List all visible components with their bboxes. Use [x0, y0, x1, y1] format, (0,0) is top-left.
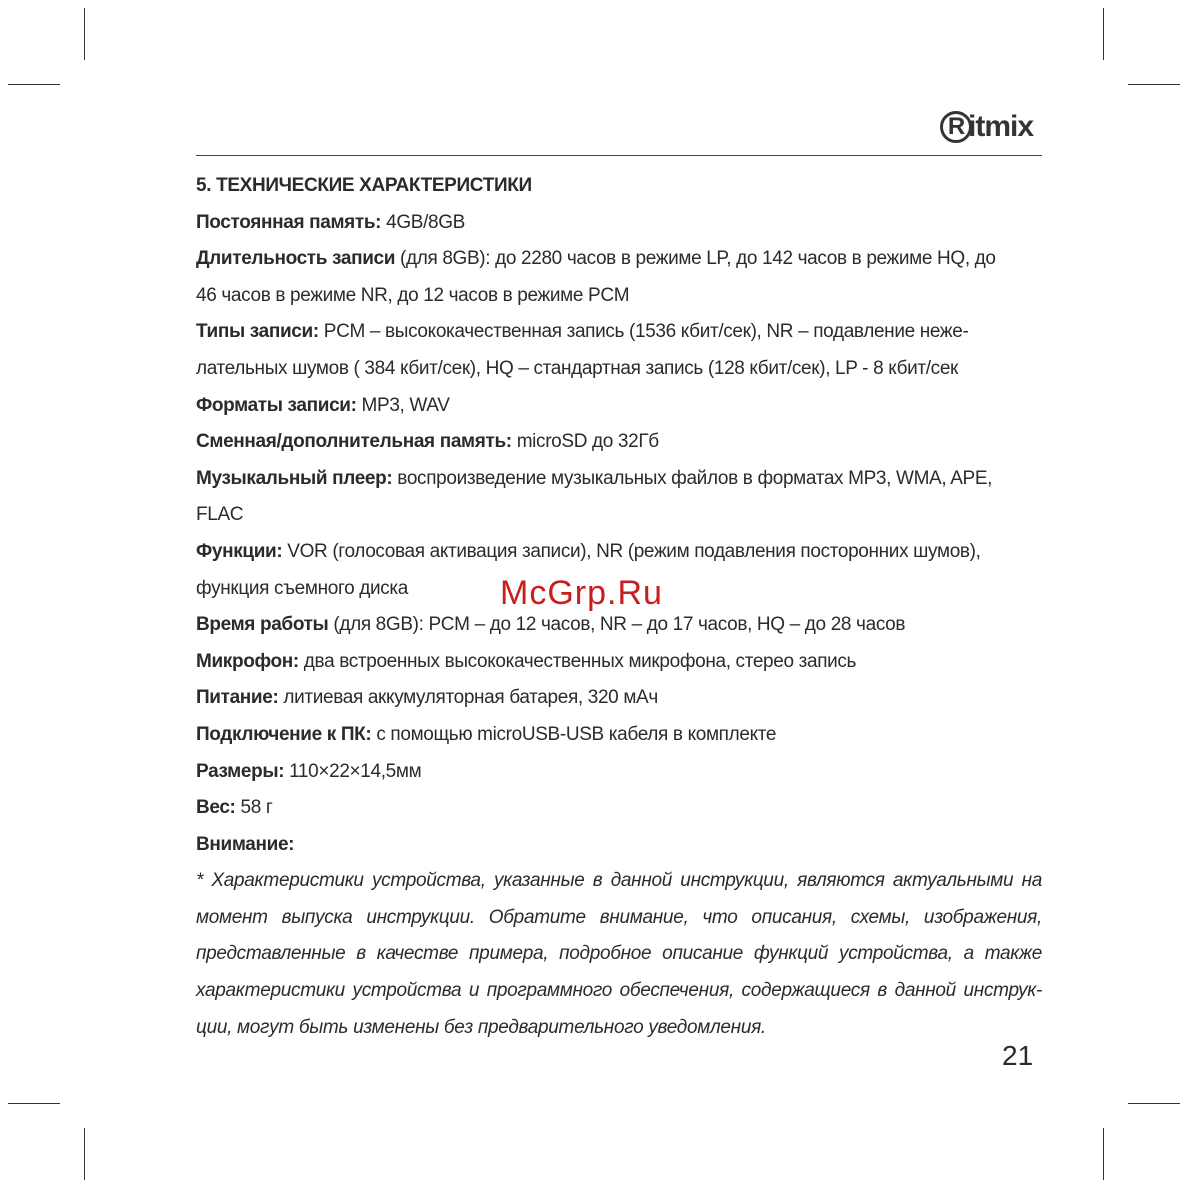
spec-value: с помощью microUSB-USB кабеля в комплекте [371, 723, 777, 745]
spec-value: литиевая аккумуляторная батарея, 320 мАч [278, 687, 658, 709]
spec-functions [196, 534, 1042, 571]
attention-label: Внимание: [196, 833, 295, 855]
crop-mark-top-right-horizontal [1128, 84, 1180, 85]
page-number: 21 [1002, 1040, 1034, 1071]
spec-label: Форматы записи: [196, 394, 357, 416]
spec-record-duration [196, 241, 1042, 278]
spec-pc-connection [196, 717, 1042, 754]
section-title: 5. ТЕХНИЧЕСКИЕ ХАРАКТЕРИСТИКИ [196, 175, 532, 196]
spec-microphone [196, 644, 1042, 681]
spec-record-duration-cont: 46 часов в режиме NR, до 12 часов в режиме PCM [196, 284, 630, 306]
spec-label: Длительность записи [196, 248, 396, 270]
spec-value: VOR (голосовая активация записи), NR (режим подавления посторонних шумов), [282, 540, 981, 562]
spec-label: Функции: [196, 540, 283, 562]
spec-weight [196, 790, 1042, 827]
spec-value: PCM – высококачественная запись (1536 кбит/сек), NR – подавление неже- [318, 321, 969, 343]
spec-label: Сменная/дополнительная память: [196, 431, 512, 453]
spec-label: Питание: [196, 687, 279, 709]
spec-power [196, 680, 1042, 717]
spec-label: Музыкальный плеер: [196, 467, 393, 489]
spec-label: Постоянная память: [196, 211, 382, 233]
spec-value: MP3, WAV [356, 394, 450, 416]
crop-mark-top-right-vertical [1103, 8, 1104, 60]
crop-mark-bottom-left-horizontal [8, 1103, 60, 1104]
spec-memory [196, 205, 1042, 242]
spec-value: (для 8GB): до 2280 часов в режиме LP, до 142 часов в режиме HQ, до [395, 248, 996, 270]
crop-mark-bottom-left-vertical [84, 1128, 85, 1180]
crop-mark-top-left-vertical [84, 8, 85, 60]
spec-value: (для 8GB): PCM – до 12 часов, NR – до 17 часов, HQ – до 28 часов [328, 614, 906, 636]
spec-value: 58 г [235, 797, 273, 819]
crop-mark-top-left-horizontal [8, 84, 60, 85]
spec-value: воспроизведение музыкальных файлов в форматах MP3, WMA, APE, [392, 467, 993, 489]
logo-r-circle-icon: R [940, 111, 972, 143]
spec-record-formats [196, 388, 1042, 425]
spec-label: Микрофон: [196, 650, 299, 672]
header-divider [196, 155, 1042, 156]
spec-music-player-cont: FLAC [196, 504, 244, 526]
spec-value: 110×22×14,5мм [284, 760, 422, 782]
crop-mark-bottom-right-horizontal [1128, 1103, 1180, 1104]
spec-label: Типы записи: [196, 321, 319, 343]
spec-label: Подключение к ПК: [196, 723, 372, 745]
spec-value: 4GB/8GB [381, 211, 465, 233]
spec-label: Время работы [196, 614, 329, 636]
spec-music-player [196, 461, 1042, 498]
spec-record-types-cont: лательных шумов ( 384 кбит/сек), HQ – стандартная запись (128 кбит/сек), LP - 8 кбит/сек [196, 357, 959, 379]
spec-dimensions [196, 754, 1042, 791]
spec-label: Размеры: [196, 760, 285, 782]
spec-record-types [196, 314, 1042, 351]
attention-note: * Характеристики устройства, указанные в данной инструкции, являются актуальными на момент выпуска инструкции. Обратите внимание, что описания, схемы, изображения, представленные в качестве примера, подробное описание функций устройства, а также характеристики устройства и программного обеспечения, содержащиеся в данной инструк- ции, могут быть изменены без предварительного уведомления. [196, 870, 1042, 1038]
spec-label: Вес: [196, 797, 236, 819]
spec-value: microSD до 32Гб [511, 431, 659, 453]
spec-functions-cont: функция съемного диска [196, 577, 409, 599]
spec-value: два встроенных высококачественных микрофона, стерео запись [298, 650, 857, 672]
watermark: McGrp.Ru [500, 574, 663, 612]
brand-logo: R itmix [940, 110, 1033, 144]
spec-removable-memory [196, 424, 1042, 461]
crop-mark-bottom-right-vertical [1103, 1128, 1104, 1180]
